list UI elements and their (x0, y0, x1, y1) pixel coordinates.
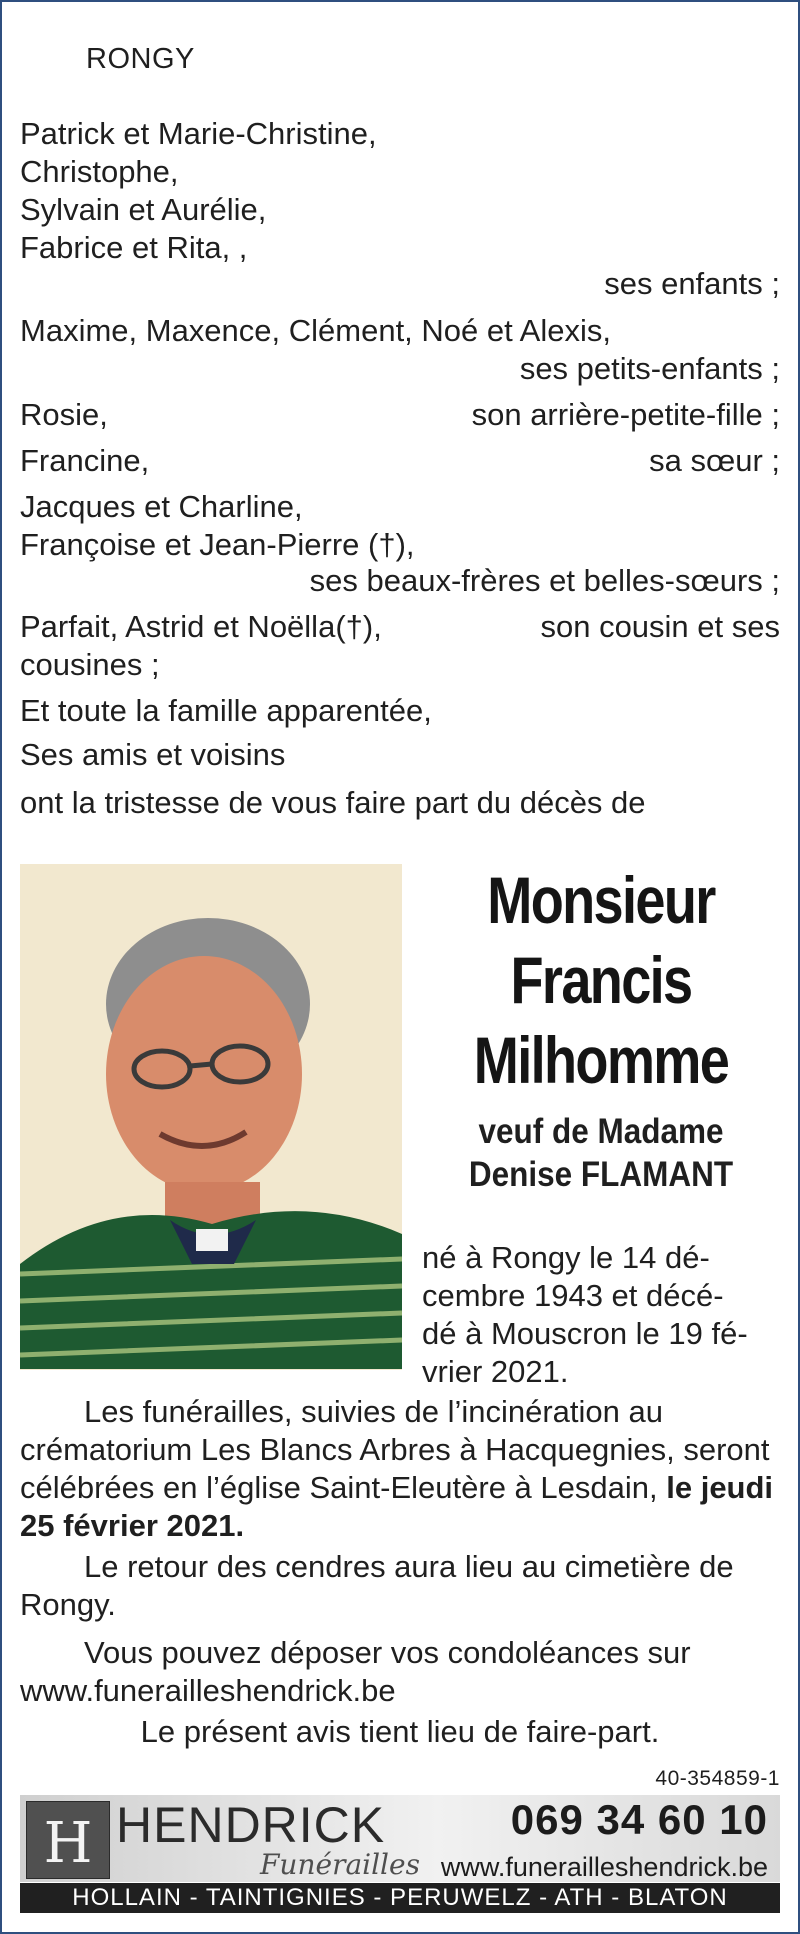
birth-line: vrier 2021. (422, 1354, 569, 1389)
deceased-name-block (422, 860, 780, 1196)
notice-line: Le présent avis tient lieu de faire-part. (140, 1714, 660, 1749)
family-all: Et toute la famille apparentée, (20, 693, 432, 728)
brand-name: HENDRICK (116, 1797, 386, 1853)
friends: Ses amis et voisins (20, 737, 286, 772)
reference-number: 40-354859-1 (655, 1767, 780, 1790)
cousins-label: son cousin et ses (540, 609, 780, 644)
brand-subtitle: Funérailles (260, 1848, 420, 1881)
sister-name: Francine, (20, 443, 150, 478)
locations-bar: HOLLAIN - TAINTIGNIES - PERUWELZ - ATH - BLATON (20, 1883, 780, 1913)
sister-label: sa sœur ; (649, 443, 780, 478)
birth-death-info (422, 1239, 780, 1391)
cousins-line (20, 608, 780, 646)
sister-line (20, 442, 780, 480)
funeral-text: Les funérailles, suivies de l’incinération au crématorium Les Blancs Arbres à Hacquegnies, seront célébrées en l’église Saint-Eleutère à Lesdain, (20, 1394, 770, 1505)
great-grandchild-line (20, 396, 780, 434)
name-first: Francis (510, 943, 692, 1017)
grandchildren-names: Maxime, Maxence, Clément, Noé et Alexis, (20, 313, 611, 348)
widow-line-2: Denise FLAMANT (468, 1155, 734, 1194)
town-name: RONGY (86, 43, 195, 75)
name-last: Milhomme (473, 1023, 729, 1097)
portrait-illustration (20, 864, 402, 1370)
family-line: Fabrice et Rita, , (20, 230, 248, 265)
great-grandchild-label: son arrière-petite-fille ; (471, 397, 780, 432)
funeral-paragraph (20, 1393, 780, 1545)
cousins-names: Parfait, Astrid et Noëlla(†), (20, 609, 382, 644)
logo-icon (26, 1801, 110, 1879)
birth-line: né à Rongy le 14 dé- (422, 1240, 710, 1275)
ashes-paragraph: Le retour des cendres aura lieu au cimetière de Rongy. (20, 1549, 734, 1622)
children-label: ses enfants ; (604, 266, 780, 301)
cousins-label-cont: cousines ; (20, 647, 160, 682)
widow-line-1: veuf de Madame (478, 1112, 724, 1151)
grandchildren-label: ses petits-enfants ; (519, 351, 780, 386)
logo-h-mark (27, 1802, 109, 1878)
funeral-home-banner (20, 1795, 780, 1913)
announcement: ont la tristesse de vous faire part du décès de (20, 785, 646, 820)
phone-number[interactable]: 069 34 60 10 (510, 1796, 768, 1843)
banner-background (20, 1795, 780, 1882)
birth-line: cembre 1943 et décé- (422, 1278, 724, 1313)
funeral-date: le jeudi 25 février 2021. (20, 1470, 774, 1543)
family-line: Sylvain et Aurélie, (20, 192, 267, 227)
birth-line: dé à Mouscron le 19 fé- (422, 1316, 748, 1351)
condolences-paragraph: Vous pouvez déposer vos condoléances sur www.funerailleshendrick.be (20, 1635, 691, 1708)
name-title: Monsieur (487, 863, 715, 937)
portrait-photo (20, 864, 402, 1370)
logo-h-letter: H (43, 1811, 93, 1876)
website-link[interactable]: www.funerailleshendrick.be (440, 1852, 768, 1882)
inlaws-line: Jacques et Charline, (20, 489, 303, 524)
family-line: Patrick et Marie-Christine, (20, 116, 377, 151)
inlaws-line: Françoise et Jean-Pierre (†), (20, 527, 415, 562)
inlaws-label: ses beaux-frères et belles-sœurs ; (309, 563, 780, 598)
family-line: Christophe, (20, 154, 179, 189)
great-grandchild-name: Rosie, (20, 397, 108, 432)
